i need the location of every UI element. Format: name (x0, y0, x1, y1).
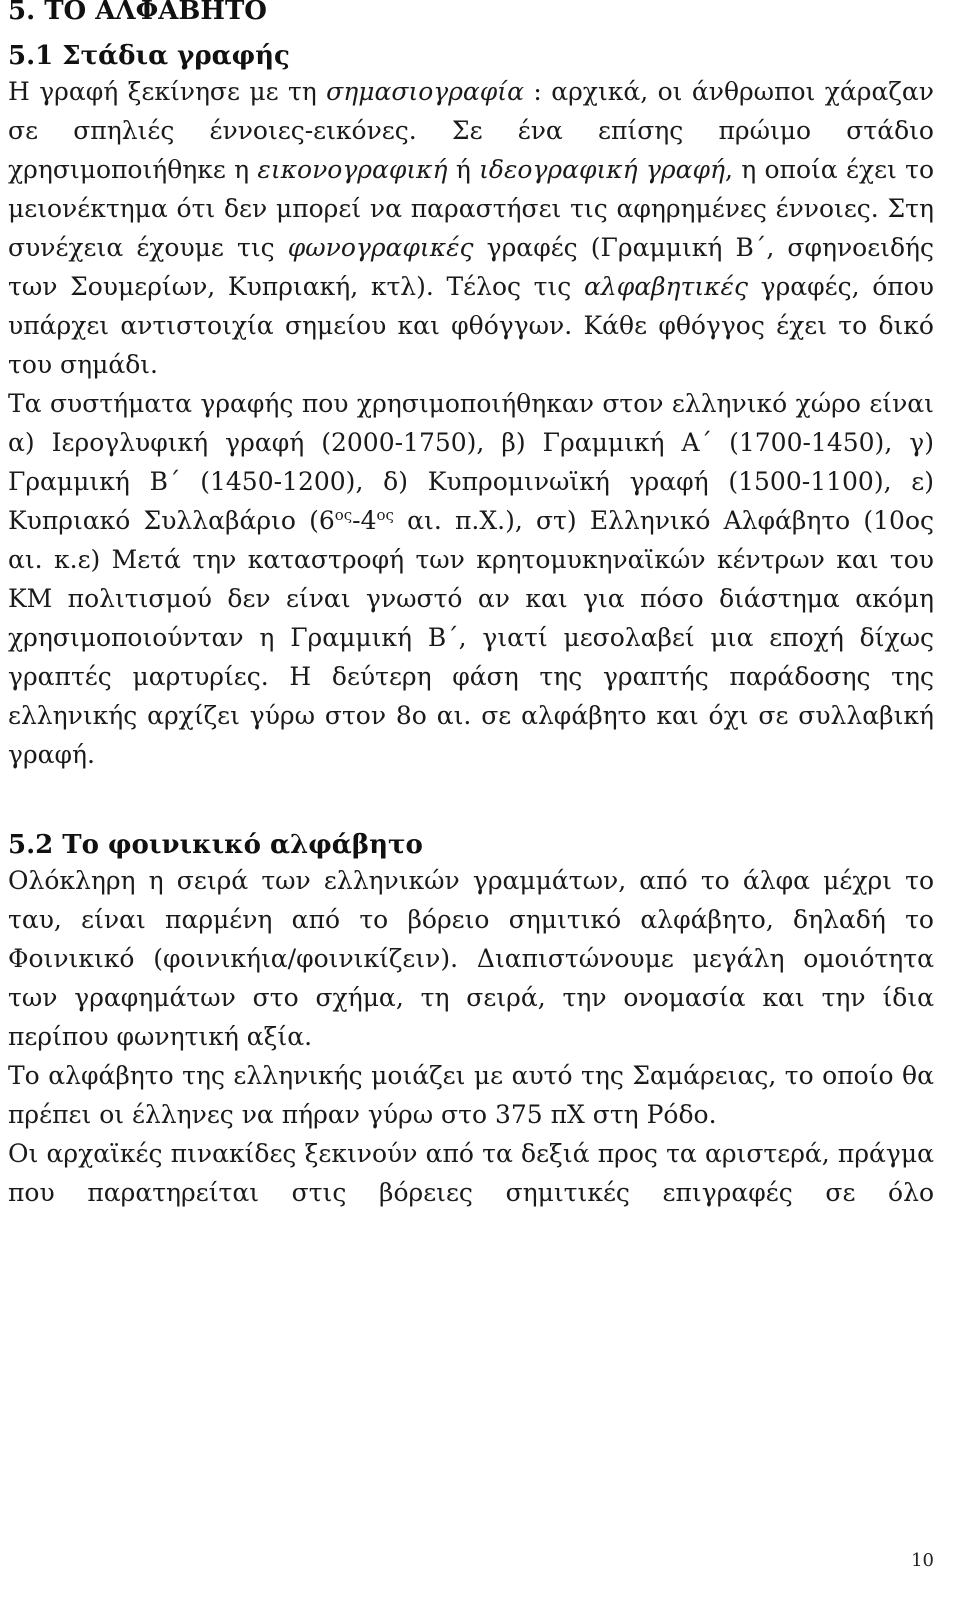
section-heading-5-2: 5.2 Το φοινικικό αλφάβητο (8, 830, 423, 860)
page-number: 10 (911, 1550, 934, 1571)
italic-term: φωνογραφικές (287, 233, 474, 262)
text-run: αι. π.Χ.), στ) Ελληνικό Αλφάβητο (10ος αι. κ.ε) Μετά την καταστροφή των κρητομυκηναϊκών κέντρων και του ΚΜ πολιτισμού δεν είναι γνωστό αν και για πόσο διάστημα ακόμη χρησιμοποιούνταν η Γραμμική Β΄, γιατί μεσολαβεί μια εποχή δίχως γραπτές μαρτυρίες. Η δεύτερη φάση της γραπτής παράδοσης της ελληνικής αρχίζει γύρω στον 8ο αι. σε αλφάβητο και όχι σε συλλαβική γραφή. (8, 506, 935, 769)
italic-term: σημασιογραφία (326, 77, 524, 106)
italic-term: εικονογραφική (257, 155, 448, 184)
section-heading-5-1: 5.1 Στάδια γραφής (8, 41, 290, 71)
paragraph-writing-stages (8, 72, 934, 384)
text-run: γραφές, όπου υπάρχει αντιστοιχία σημείου και φθόγγων. Κάθε φθόγγος έχει το δικό του σημάδι. (8, 272, 934, 379)
text-run: ή (447, 155, 480, 184)
text-run: Τα συστήματα γραφής που χρησιμοποιήθηκαν στον ελληνικό χώρο είναι α) Ιερογλυφική γραφή (2000-1750), β) Γραμμική Α΄ (1700-1450), γ) Γραμμική Β΄ (1450-1200), δ) Κυπρομινωϊκή γραφή (1500-1100), ε) Κυπριακό Συλλαβάριο (6 (8, 389, 934, 535)
text-run: , η οποία έχει το μειονέκτημα ότι δεν μπορεί να παραστήσει τις αφηρημένες έννοιες. Στη συνέχεια έχουμε τις (8, 155, 935, 262)
text-run: γραφές (Γραμμική Β΄, σφηνοειδής των Σουμερίων, Κυπριακή, κτλ). Τέλος τις (8, 233, 934, 301)
paragraph-phoenician-origin: Ολόκληρη η σειρά των ελληνικών γραμμάτων, από το άλφα μέχρι το ταυ, είναι παρμένη από το βόρειο σημιτικό αλφάβητο, δηλαδή το Φοινικικό (φοινικήια/φοινικίζειν). Διαπιστώνουμε μεγάλη ομοιότητα των γραφημάτων στο σχήμα, τη σειρά, την ονομασία και την ίδια περίπου φωνητική αξία. (8, 866, 934, 1051)
text-run: Η γραφή ξεκίνησε με τη (8, 77, 327, 106)
paragraph-archaic-tablets: Οι αρχαϊκές πινακίδες ξεκινούν από τα δεξιά προς τα αριστερά, πράγμα που παρατηρείται στις βόρειες σημιτικές επιγραφές σε όλο (8, 1139, 934, 1207)
superscript: ος (334, 506, 353, 524)
chapter-heading: 5. ΤΟ ΑΛΦΑΒΗΤΟ (8, 0, 267, 26)
text-run: -4 (352, 506, 377, 535)
paragraph-samaria: Το αλφάβητο της ελληνικής μοιάζει με αυτό της Σαμάρειας, το οποίο θα πρέπει οι έλληνες να πήραν γύρω στο 375 πΧ στη Ρόδο. (8, 1061, 934, 1129)
paragraph-writing-systems (8, 384, 934, 774)
text-run: : αρχικά, οι άνθρωποι χάραζαν σε σπηλιές έννοιες-εικόνες. Σε ένα επίσης πρώιμο στάδιο χρησιμοποιήθηκε η (8, 77, 935, 184)
italic-term: αλφαβητικές (583, 272, 748, 301)
italic-term: ιδεογραφική γραφή (479, 155, 725, 184)
superscript: ος (376, 506, 394, 524)
